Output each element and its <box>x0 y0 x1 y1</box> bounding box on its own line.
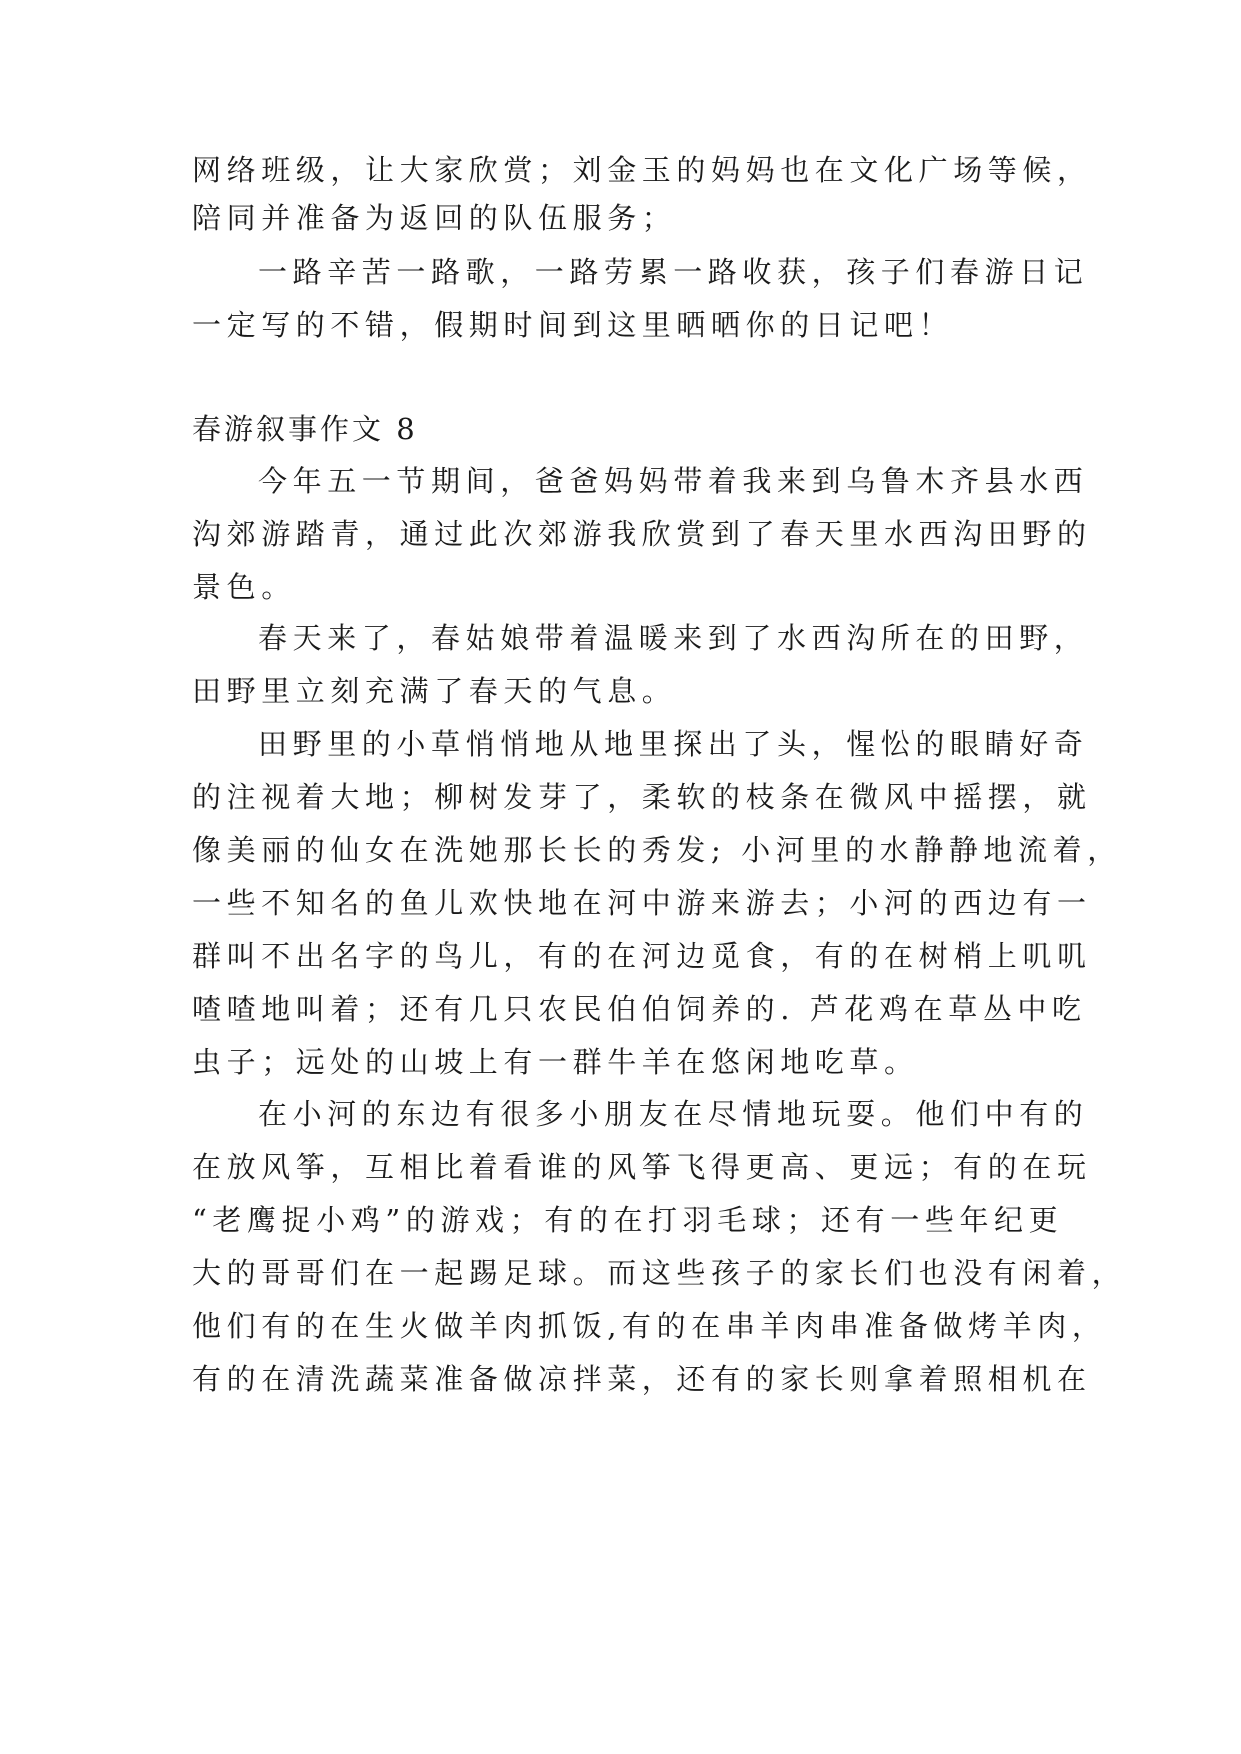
paragraph-first-line: 今年五一节期间，爸爸妈妈带着我来到乌鲁木齐县水西 <box>258 464 1089 498</box>
text-line: 像美丽的仙女在洗她那长长的秀发; 小河里的水静静地流着， <box>192 833 1122 867</box>
text-line: 沟郊游踏青，通过此次郊游我欣赏到了春天里水西沟田野的 <box>192 517 1092 551</box>
paragraph-first-line: 在小河的东边有很多小朋友在尽情地玩耍。他们中有的 <box>258 1097 1089 1131</box>
paragraph-first-line: 春天来了，春姑娘带着温暖来到了水西沟所在的田野， <box>258 621 1089 655</box>
text-line: “老鹰捉小鸡”的游戏；有的在打羽毛球；还有一些年纪更 <box>192 1203 1064 1237</box>
text-line: 的注视着大地；柳树发芽了，柔软的枝条在微风中摇摆，就 <box>192 780 1092 814</box>
text-line: 虫子；远处的山坡上有一群牛羊在悠闲地吃草。 <box>192 1045 919 1079</box>
text-line: 有的在清洗蔬菜准备做凉拌菜，还有的家长则拿着照相机在 <box>192 1362 1092 1396</box>
section-title: 春游叙事作文 8 <box>192 412 418 446</box>
text-line: 喳喳地叫着；还有几只农民伯伯饲养的. 芦花鸡在草丛中吃 <box>192 992 1087 1026</box>
text-line: 在放风筝，互相比着看谁的风筝飞得更高、更远；有的在玩 <box>192 1150 1092 1184</box>
text-line: 他们有的在生火做羊肉抓饭,有的在串羊肉串准备做烤羊肉， <box>192 1309 1107 1343</box>
paragraph-first-line: 田野里的小草悄悄地从地里探出了头，惺忪的眼睛好奇 <box>258 727 1089 761</box>
text-line: 景色。 <box>192 570 296 604</box>
paragraph-first-line: 一路辛苦一路歌，一路劳累一路收获，孩子们春游日记 <box>258 255 1089 289</box>
text-line: 陪同并准备为返回的队伍服务； <box>192 201 677 235</box>
text-line: 一些不知名的鱼儿欢快地在河中游来游去；小河的西边有一 <box>192 886 1092 920</box>
text-line: 网络班级，让大家欣赏；刘金玉的妈妈也在文化广场等候， <box>192 153 1092 187</box>
text-line: 一定写的不错，假期时间到这里晒晒你的日记吧！ <box>192 308 954 342</box>
text-line: 大的哥哥们在一起踢足球。而这些孩子的家长们也没有闲着， <box>192 1256 1127 1290</box>
text-line: 田野里立刻充满了春天的气息。 <box>192 674 677 708</box>
text-line: 群叫不出名字的鸟儿，有的在河边觅食，有的在树梢上叽叽 <box>192 939 1092 973</box>
